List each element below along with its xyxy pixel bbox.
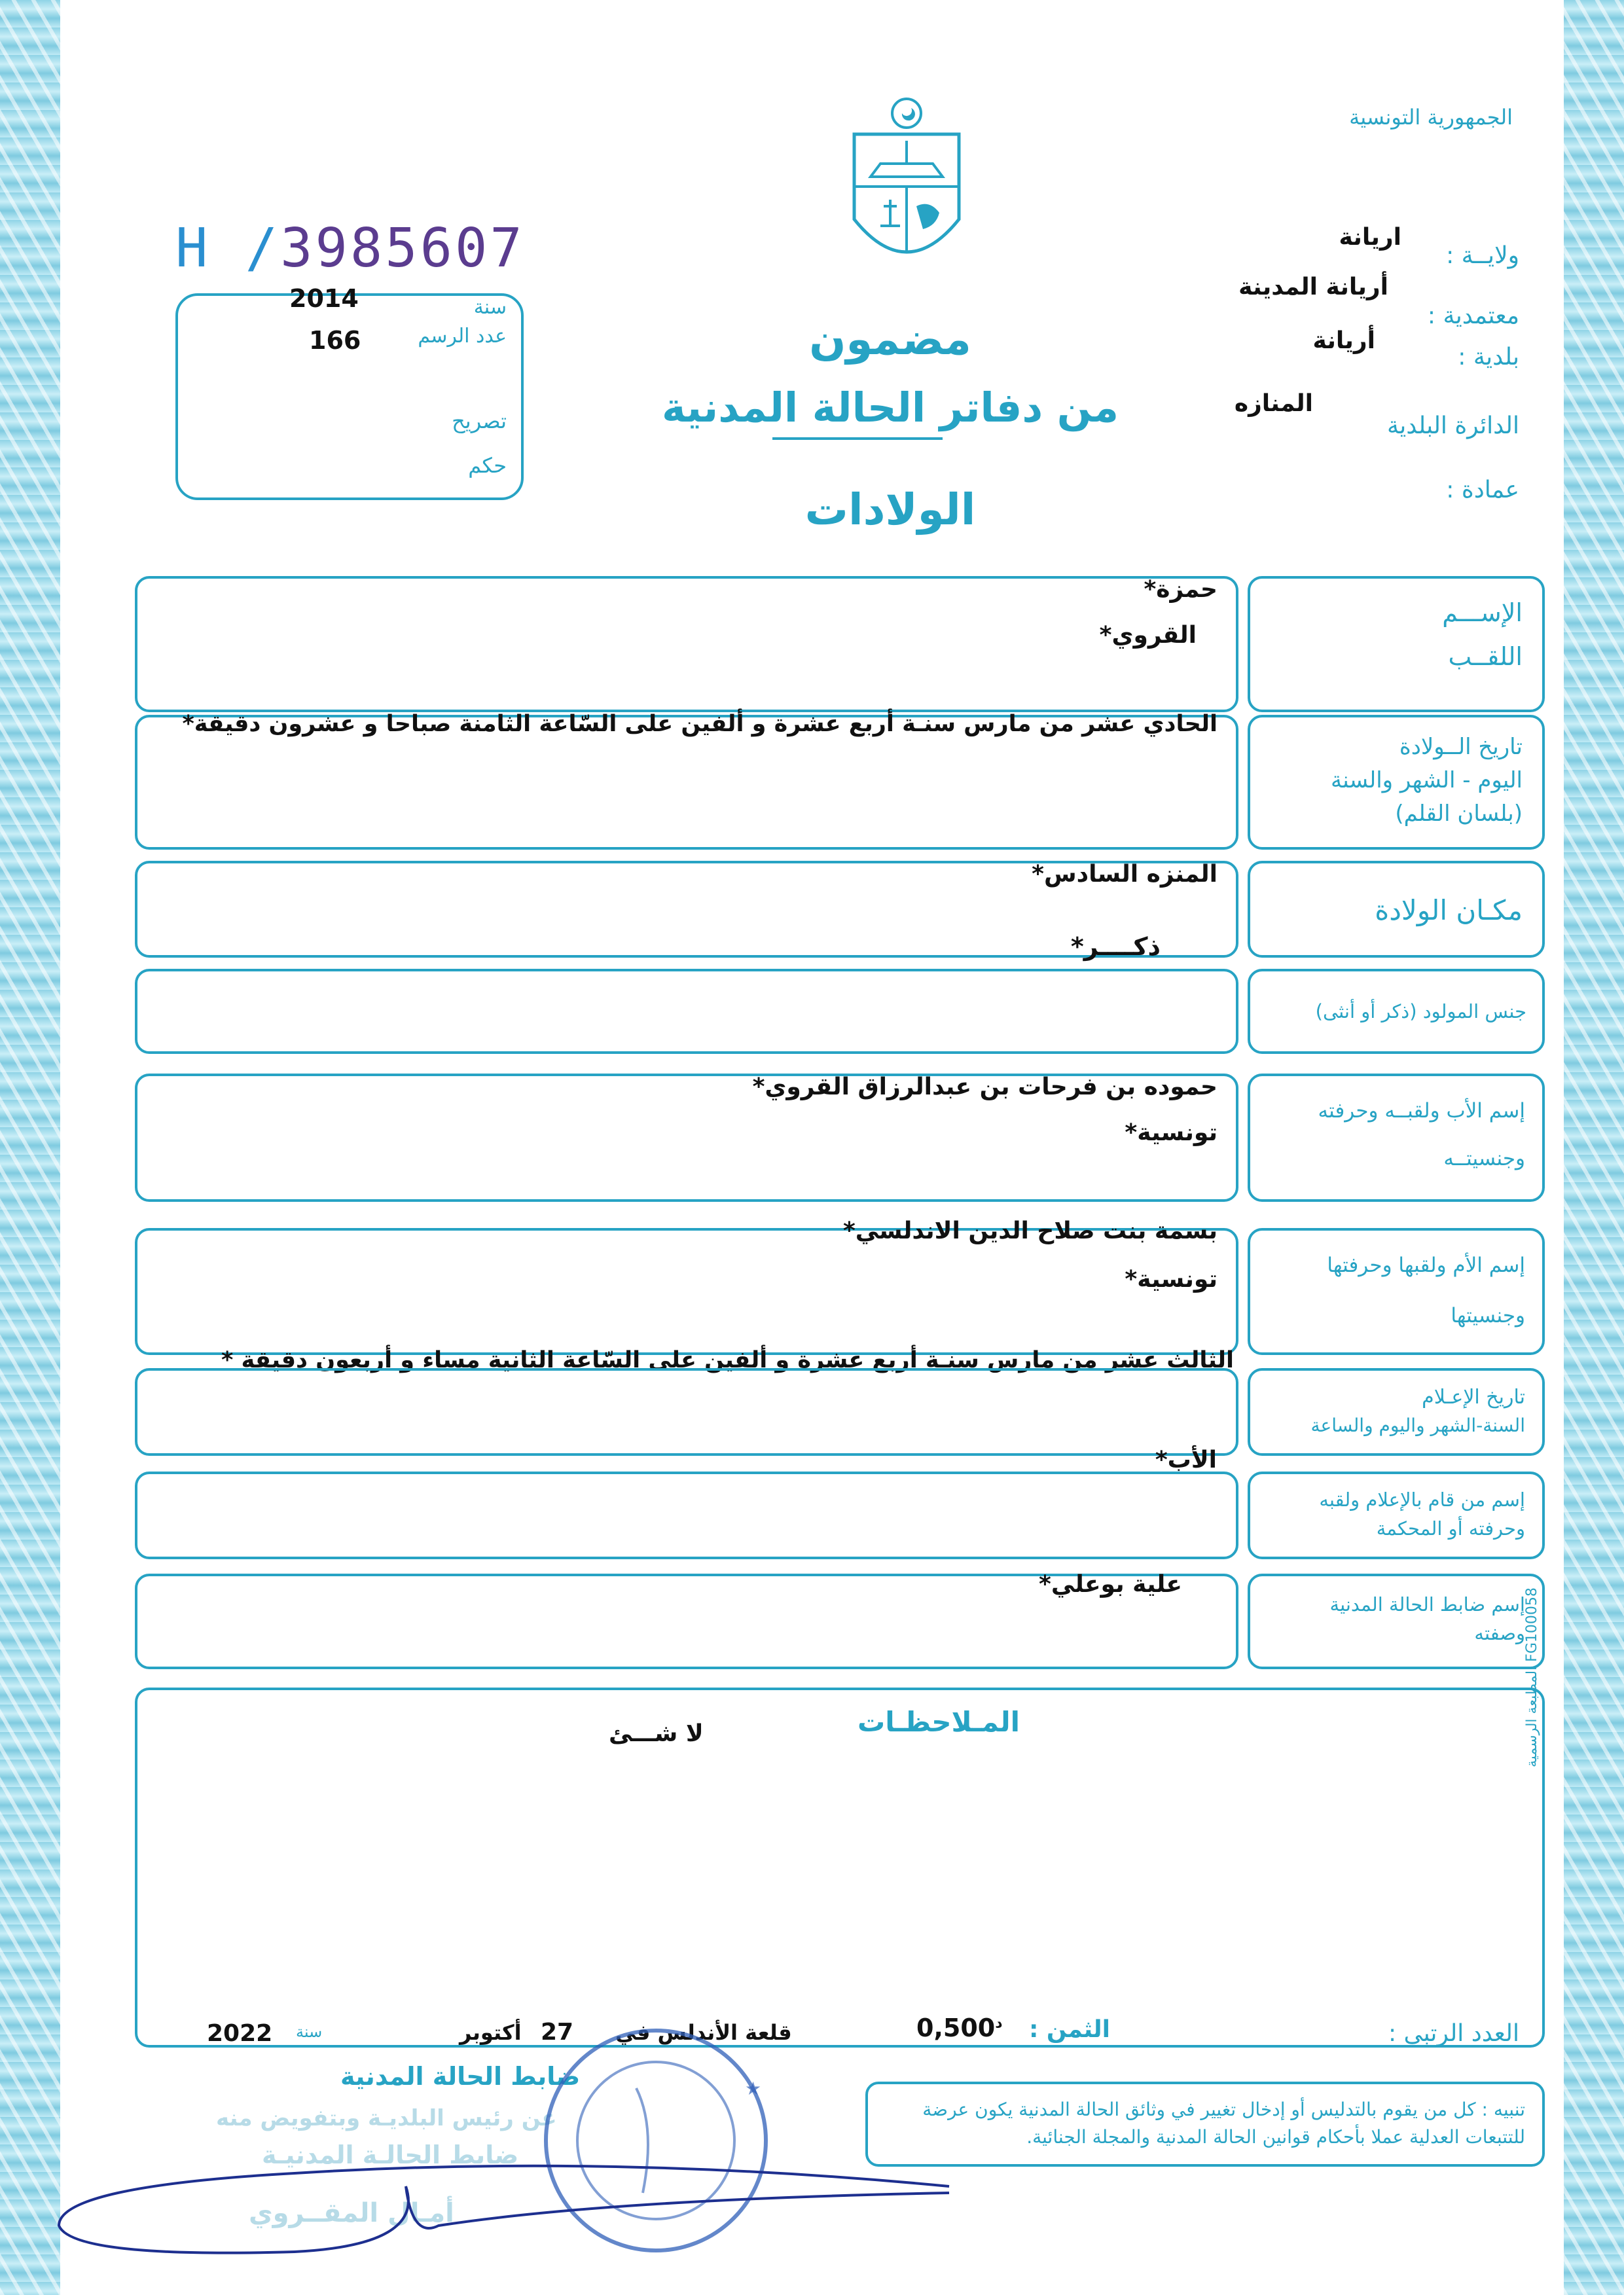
wilaya-value: اريانة [1339,224,1401,251]
omada-label: عمادة : [1446,477,1519,503]
issue-day: 27 [541,2019,574,2046]
child-last-name: القروي* [1099,622,1197,649]
register-year-value: 2014 [289,284,359,313]
stamp-line-2: ضابط الحالـة المدنيـة [262,2141,519,2169]
serial-prefix: H / [175,217,281,280]
daira-label: الدائرة البلدية [1386,412,1519,439]
birth-date-label-2: اليوم - الشهر والسنة [1331,767,1523,793]
document-title-civil-registers: من دفاتر الحالة المدنية [662,384,1119,431]
remarks-box [135,1688,1545,2048]
warning-notice: تنبيه : كل من يقوم بالتدليس أو إدخال تغيير في وثائق الحالة المدنية يكون عرضة للتتبعات العدلية عملا بأحكام قوانين الحالة المدنية والمجلة الجنائية. [865,2082,1545,2167]
row-officer-value-box [135,1571,1238,1669]
stamp-line-3: أمـال المقــروي [249,2198,454,2228]
tunisia-coat-of-arms-emblem [844,95,969,285]
serial-value: 3985607 [280,217,525,280]
issue-year-label: سنة [296,2023,323,2041]
officer-title: ضابط الحالة المدنية [340,2062,581,2091]
declarant-text: الأب* [1155,1447,1217,1473]
declaration-date-label-2: السنة-الشهر واليوم والساعة [1310,1415,1525,1436]
remarks-label: المـلاحظـات [857,1706,1020,1738]
mother-label-1: إسم الأم ولقبها وحرفتها [1327,1254,1525,1277]
svg-text:★: ★ [745,2078,762,2099]
declaration-date-text: الثالث عشر من مارس سنـة أربع عشرة و ألفين على السّاعة الثانية مساء و أربعون دقيقة * [221,1347,1234,1373]
child-first-name: حمزة* [1144,576,1218,603]
left-decorative-border [0,0,60,2295]
stamp-line-1: عن رئيس البلديـة وبتفويض منه [216,2105,557,2131]
mother-name-text: بسمة بنت صلاح الدين الاندلسي* [842,1218,1218,1244]
wilaya-label: ولايــة : [1446,242,1519,269]
row-mother-value-box [135,1218,1238,1355]
document-title-madmoun: مضمون [809,314,971,365]
document-serial-number [175,217,525,280]
printer-mark: المطبعة الرسمية FG100058 [1524,1587,1540,1767]
right-decorative-border [1564,0,1624,2295]
father-label-1: إسم الأب ولقبــه وحرفته [1318,1099,1525,1123]
row-declarant-label-box [1248,1472,1545,1559]
row-father-label-box [1248,1074,1545,1202]
surname-label: اللقــب [1448,642,1523,671]
row-name-value-box [135,576,1238,712]
row-sex-value-box [135,969,1238,1054]
serial-number-label: العدد الرتبي : [1388,2020,1519,2047]
officer-name-text: علية بوعلي* [1039,1571,1182,1598]
title-underline [772,437,943,440]
row-birth-date-label-box [1248,715,1545,850]
baladia-value: أريانة [1312,327,1375,354]
father-name-text: حموده بن فرحات بن عبدالرزاق القروي* [752,1074,1218,1100]
remarks-value: لا شـــئ [609,1720,704,1747]
mother-nationality-text: تونسية* [1125,1266,1218,1293]
father-nationality-text: تونسية* [1125,1119,1218,1146]
price-amount: 0,500 [916,2014,996,2042]
birth-place-label: مكـان الولادة [1375,894,1523,926]
row-mother-label-box [1248,1228,1545,1355]
mother-label-2: وجنسيتها [1451,1303,1525,1328]
declarant-label-1: إسم من قام بالإعلام ولقبه [1319,1489,1525,1511]
row-declaration-date-value-box [135,1368,1238,1456]
row-officer-label-box [1248,1574,1545,1669]
price-value [916,2014,1003,2042]
row-father-value-box [135,1074,1238,1202]
row-sex-label-box [1248,969,1545,1054]
register-box [175,284,524,500]
officer-label-2: وصفته [1474,1621,1525,1644]
birth-place-text: المنزه السادس* [1032,861,1218,888]
birth-date-text: الحادي عشر من مارس سنـة أربع عشرة و ألفين على السّاعة الثامنة صباحا و عشرون دقيقة* [182,711,1218,737]
handwritten-signature [20,2147,956,2265]
row-birth-place-label-box [1248,861,1545,958]
price-label: الثمن : [1029,2016,1111,2043]
name-label: الإســـم [1442,598,1523,627]
row-declaration-date-label-box [1248,1368,1545,1456]
declarant-label-2: وحرفته أو المحكمة [1376,1517,1525,1540]
row-name-label-box [1248,576,1545,712]
birth-date-label-3: (بلسان القلم) [1395,801,1523,827]
child-sex-text: ذكــــر* [1070,932,1161,961]
issue-month: أكتوبر [460,2020,522,2045]
register-declaration-label: تصريح [452,408,507,433]
motamadia-value: أريانة المدينة [1238,274,1388,300]
declaration-date-label-1: تاريخ الإعـلام [1422,1386,1525,1409]
issue-place: قلعة الأندلس في [615,2020,792,2045]
officer-label-1: إسم ضابط الحالة المدنية [1329,1593,1525,1616]
republic-title: الجمهورية التونسية [1349,105,1513,130]
father-label-2: وجنسيتــه [1443,1146,1525,1170]
price-unit: د [995,2015,1003,2032]
register-act-value: 166 [309,326,361,355]
document-title-births: الولادات [804,484,976,535]
row-birth-date-value-box [135,711,1238,850]
motamadia-label: معتمدية : [1427,302,1519,329]
register-act-label: عدد الرسم [418,325,507,348]
baladia-label: بلدية : [1458,344,1519,370]
sex-label: جنس المولود (ذكر أو أنثى) [1315,1000,1526,1022]
birth-date-label-1: تاريخ الــولادة [1399,734,1523,760]
issue-year-value: 2022 [207,2020,273,2047]
register-judgment-label: حكم [468,453,507,478]
row-declarant-value-box [135,1472,1238,1559]
daira-value: المنازه [1234,390,1313,417]
register-year-label: سنة [473,296,507,319]
